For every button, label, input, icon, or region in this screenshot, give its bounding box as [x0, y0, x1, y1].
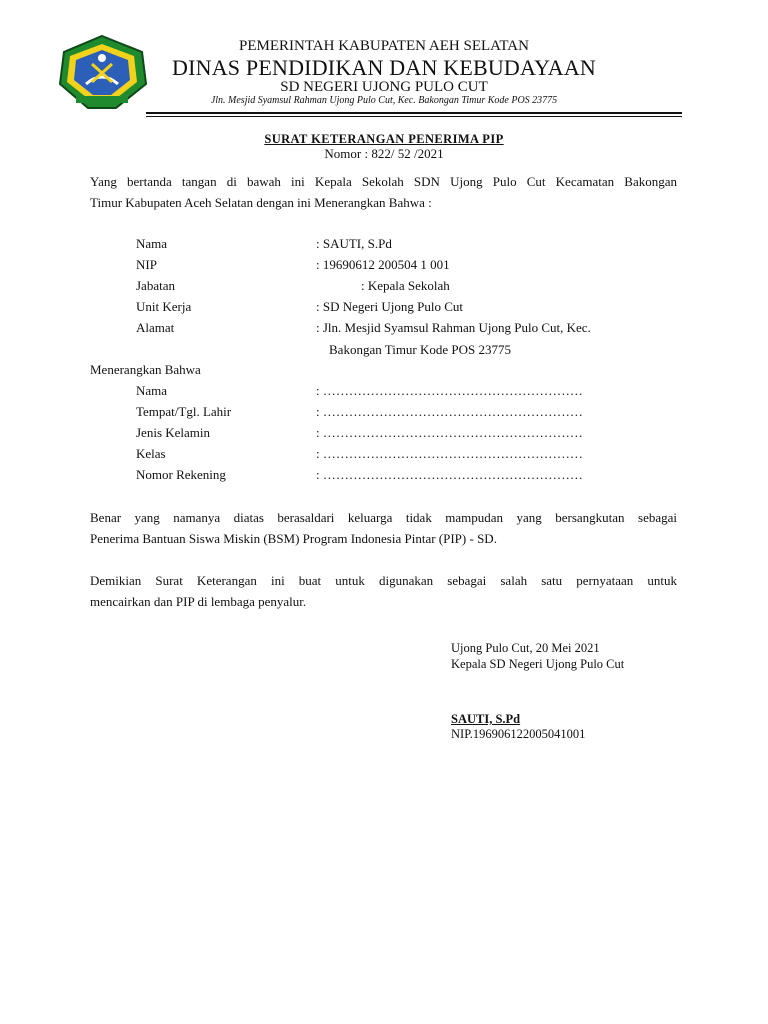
signer-value-unit: : SD Negeri Ujong Pulo Cut — [316, 299, 463, 314]
closing-line-2: mencairkan dan PIP di lembaga penyalur. — [90, 594, 307, 609]
signer-label-unit: Unit Kerja — [136, 299, 192, 314]
school-name: SD NEGERI UJONG PULO CUT — [280, 79, 488, 95]
place-date: Ujong Pulo Cut, 20 Mei 2021 — [451, 641, 600, 655]
statement-line-2: Penerima Bantuan Siswa Miskin (BSM) Program Indonesia Pintar (PIP) - SD. — [90, 531, 497, 546]
closing-line-1: Demikian Surat Keterangan ini buat untuk digunakan sebagai salah satu pernyataan untuk — [90, 573, 677, 588]
signer-label-address: Alamat — [136, 320, 175, 335]
student-label-class: Kelas — [136, 446, 166, 461]
signer-label-name: Nama — [136, 236, 168, 251]
signer-label-nip: NIP — [136, 257, 157, 272]
agency-name: DINAS PENDIDIKAN DAN KEBUDAYAAN — [172, 55, 596, 80]
student-label-birth: Tempat/Tgl. Lahir — [136, 404, 232, 419]
signer-value-nip: : 19690612 200504 1 001 — [316, 257, 450, 272]
school-address: Jln. Mesjid Syamsul Rahman Ujong Pulo Cut, Kec. Bakongan Timur Kode POS 23775 — [210, 95, 558, 106]
signer-value-address-cont: Bakongan Timur Kode POS 23775 — [329, 342, 512, 357]
signer-position: Kepala SD Negeri Ujong Pulo Cut — [451, 657, 625, 671]
student-value-account: : …………………………………………………… — [316, 467, 583, 482]
student-label-account: Nomor Rekening — [136, 467, 226, 482]
student-label-name: Nama — [136, 383, 168, 398]
student-value-name: : …………………………………………………… — [316, 383, 583, 398]
letter-number: Nomor : 822/ 52 /2021 — [324, 146, 444, 161]
government-name: PEMERINTAH KABUPATEN AEH SELATAN — [239, 38, 529, 54]
student-value-gender: : …………………………………………………… — [316, 425, 583, 440]
signer-nip: NIP.196906122005041001 — [451, 727, 586, 741]
student-label-gender: Jenis Kelamin — [136, 425, 211, 440]
intro-line-1: Yang bertanda tangan di bawah ini Kepala Sekolah SDN Ujong Pulo Cut Kecamatan Bakongan — [90, 174, 677, 189]
signer-value-address: : Jln. Mesjid Syamsul Rahman Ujong Pulo Cut, Kec. — [316, 320, 591, 335]
letterhead-rule-thick — [146, 112, 682, 114]
signer-value-name: : SAUTI, S.Pd — [316, 236, 392, 251]
student-value-class: : …………………………………………………… — [316, 446, 583, 461]
section-heading: Menerangkan Bahwa — [90, 362, 201, 377]
letterhead-rule-thin — [146, 116, 682, 117]
statement-line-1: Benar yang namanya diatas berasaldari keluarga tidak mampudan yang bersangkutan sebagai — [90, 510, 677, 525]
intro-line-2: Timur Kabupaten Aceh Selatan dengan ini Menerangkan Bahwa : — [90, 195, 432, 210]
signer-value-position: : Kepala Sekolah — [361, 278, 450, 293]
letter-title: SURAT KETERANGAN PENERIMA PIP — [264, 132, 504, 146]
signer-name: SAUTI, S.Pd — [451, 712, 521, 726]
student-value-birth: : …………………………………………………… — [316, 404, 583, 419]
signer-label-position: Jabatan — [136, 278, 175, 293]
